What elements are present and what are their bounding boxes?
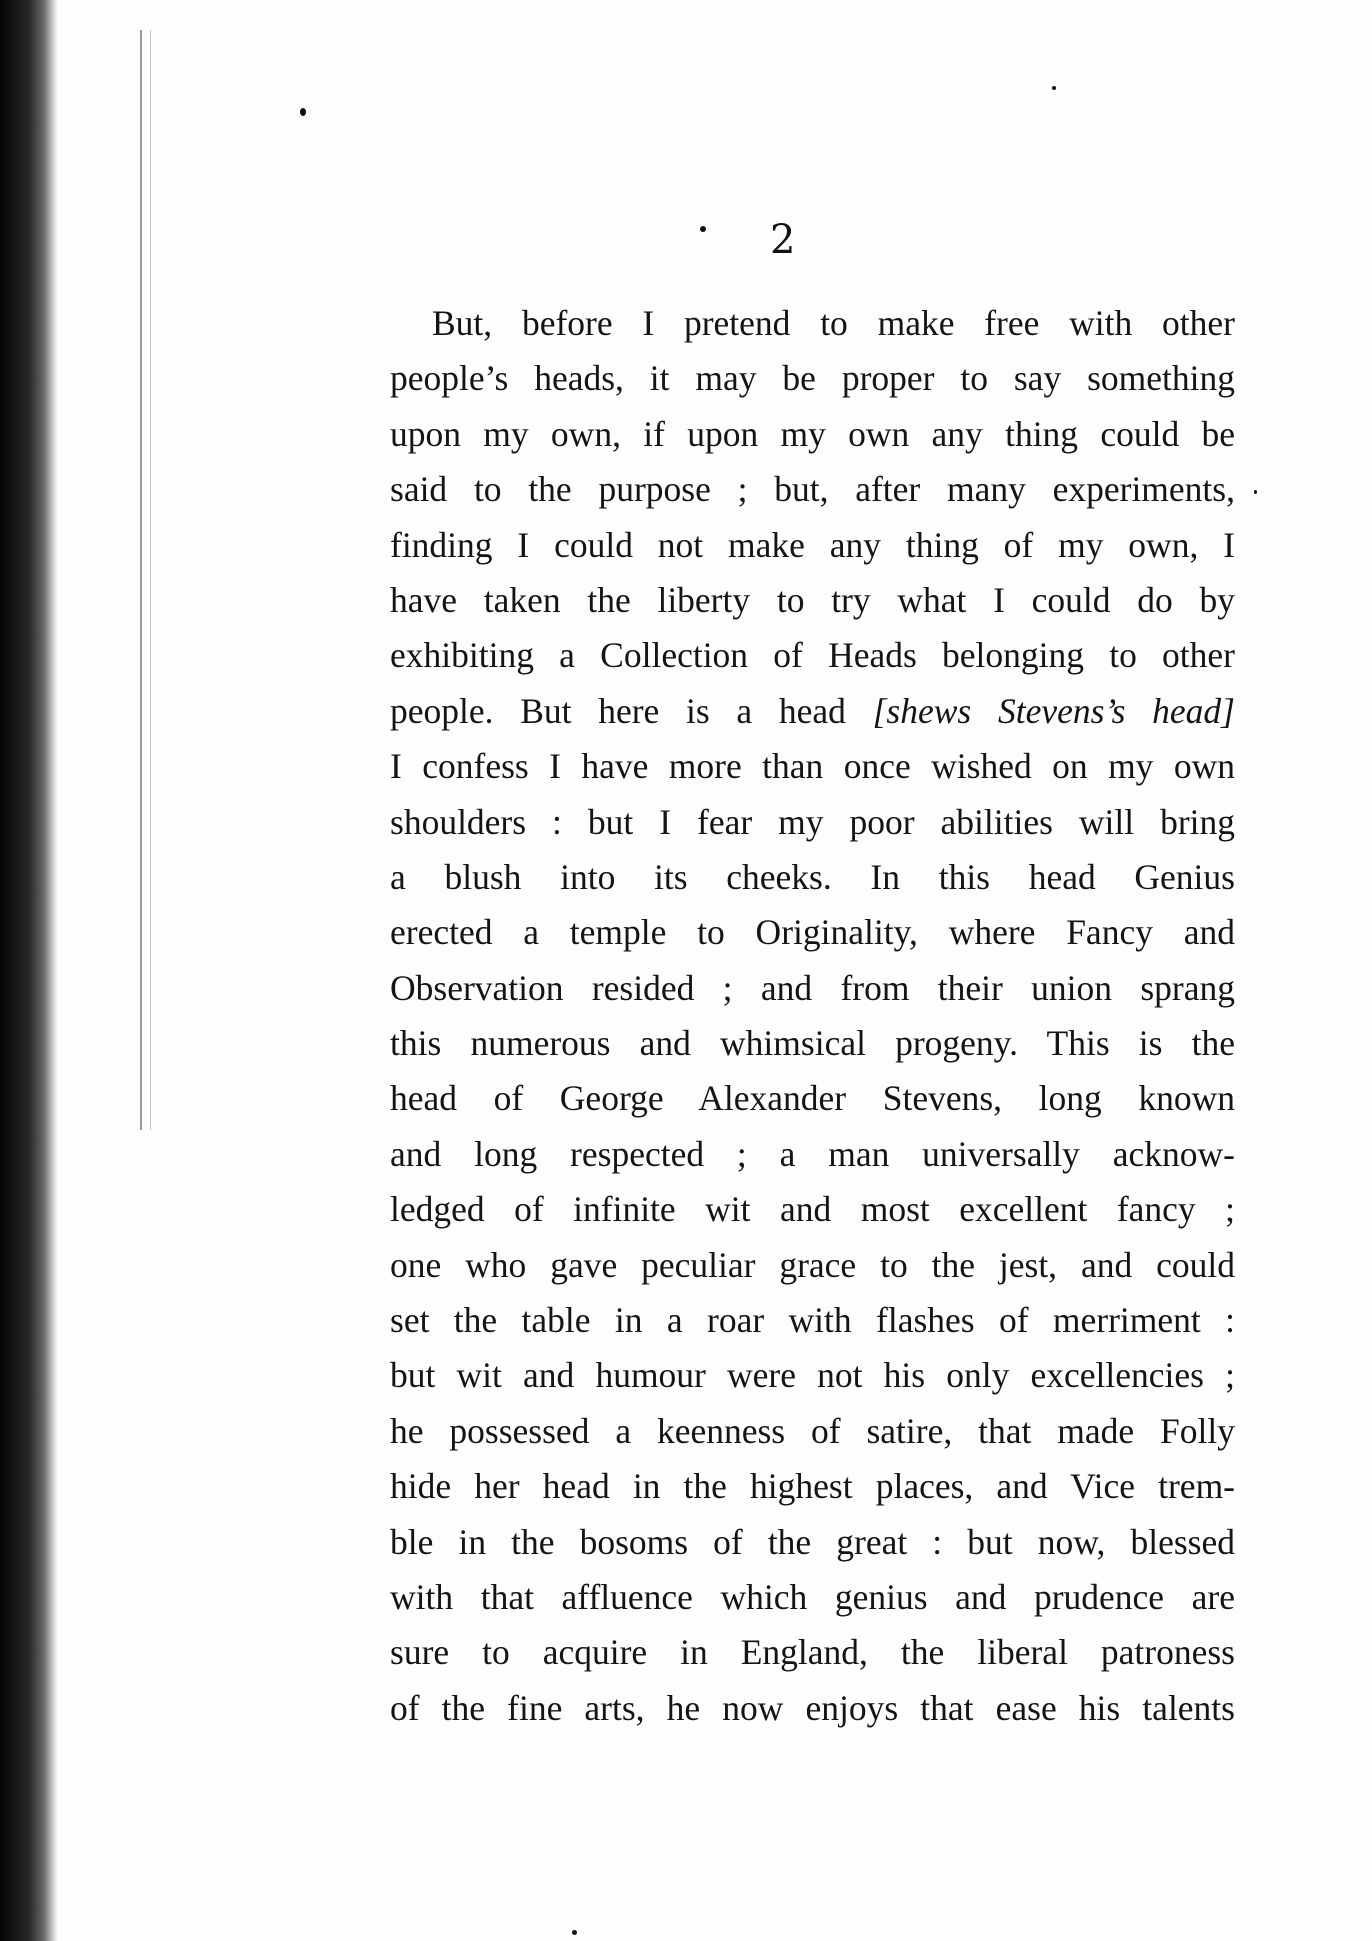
text-line-segment: people. But here is a head [390,690,873,731]
binding-rule [150,30,151,1130]
page-number: 2 [770,217,796,263]
text-line: ledged of infinite wit and most excellent fancy ; [390,1189,1235,1230]
text-line: head of George Alexander Stevens, long known [390,1078,1235,1119]
text-line: and long respected ; a man universally acknow- [390,1133,1235,1174]
text-line: sure to acquire in England, the liberal patroness [390,1632,1235,1673]
text-line: one who gave peculiar grace to the jest, and could [390,1244,1235,1285]
text-line: I confess I have more than once wished on my own [390,746,1235,787]
stage-direction: [shews Stevens’s head] [872,690,1235,731]
text-line: erected a temple to Originality, where Fancy and [390,912,1235,953]
ink-speck [300,108,306,116]
text-line: but wit and humour were not his only excellencies ; [390,1355,1235,1396]
ink-speck [1254,490,1257,494]
text-line: upon my own, if upon my own any thing could be [390,413,1235,454]
ink-speck [572,1930,577,1935]
text-line: a blush into its cheeks. In this head Genius [390,856,1235,897]
text-line: set the table in a roar with flashes of merriment : [390,1300,1235,1341]
text-line: said to the purpose ; but, after many experiments, [390,469,1235,510]
text-line: shoulders : but I fear my poor abilities will bring [390,801,1235,842]
text-line: ble in the bosoms of the great : but now, blessed [390,1521,1235,1562]
text-line: this numerous and whimsical progeny. This is the [390,1023,1235,1064]
binding-edge [0,0,58,1941]
ink-speck [700,226,706,232]
text-line: have taken the liberty to try what I could do by [390,579,1235,620]
binding-rule [140,30,142,1130]
text-line: finding I could not make any thing of my own, I [390,524,1235,565]
text-line: he possessed a keenness of satire, that made Folly [390,1410,1235,1451]
text-line: exhibiting a Collection of Heads belonging to other [390,635,1235,676]
text-line: with that affluence which genius and prudence are [390,1576,1235,1617]
text-line: Observation resided ; and from their union sprang [390,967,1235,1008]
text-line [390,684,1235,739]
body-text [390,296,1235,1736]
text-line: But, before I pretend to make free with other [432,303,1235,343]
text-line: people’s heads, it may be proper to say something [390,358,1235,399]
ink-speck [1052,86,1056,90]
text-line: hide her head in the highest places, and Vice trem- [390,1466,1235,1507]
text-line: of the fine arts, he now enjoys that ease his talents [390,1687,1235,1728]
